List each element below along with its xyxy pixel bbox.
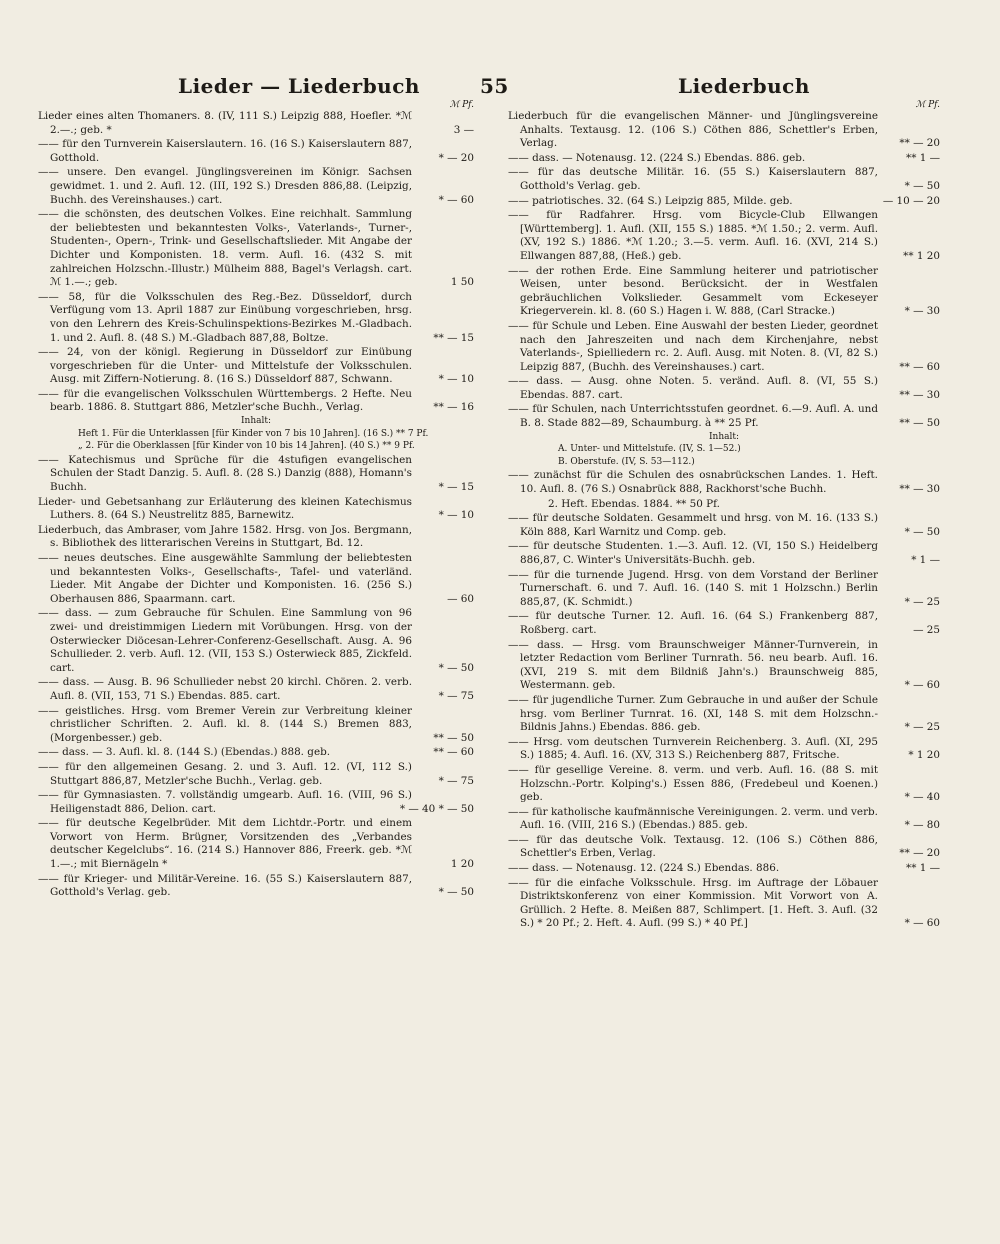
entry-text: —— für deutsche Kegelbrüder. Mit dem Lichtdr.-Portr. und einem Vorwort von Herm. Brügner, Vorsitzenden des „Verbandes deutscher Kegelclubs“. 16. (214 S.) Hannover 886, Freerk. geb. *ℳ 1.—.; mit Biernägeln *	[38, 817, 412, 871]
bibliography-entry	[38, 705, 474, 746]
inhalt-line: „ 2. Für die Oberklassen [für Kinder von 10 bis 14 Jahren]. (40 S.) ** 9 Pf.	[78, 441, 415, 452]
entry-price: ** — 15	[433, 331, 474, 344]
entry-text: —— für den allgemeinen Gesang. 2. und 3. Aufl. 12. (VI, 112 S.) Stuttgart 886,87, Metzler'sche Buchh., Verlag. geb.	[38, 760, 412, 787]
entry-text: —— für das deutsche Militär. 16. (55 S.) Kaiserslautern 887, Gotthold's Verlag. geb.	[508, 166, 878, 192]
entry-text: —— für Schulen, nach Unterrichtsstufen geordnet. 6.—9. Aufl. A. und B. 8. Stade 882—89, Schaumburg. à ** 25 Pf.	[508, 403, 878, 430]
entry-text: —— Katechismus und Sprüche für die 4stufigen evangelischen Schulen der Stadt Danzig. 5. Aufl. 8. (28 S.) Danzig (888), Homann's Buchh.	[38, 453, 412, 494]
entry-text: —— für Krieger- und Militär-Vereine. 16. (55 S.) Kaiserslautern 887, Gotthold's Verlag. geb.	[38, 872, 412, 899]
entry-text: Liederbuch, das Ambraser, vom Jahre 1582. Hrsg. von Jos. Bergmann, s. Bibliothek des litterarischen Vereins in Stuttgart, Bd. 12.	[38, 523, 412, 550]
entry-price: * — 75	[438, 774, 474, 787]
bibliography-entry	[508, 265, 940, 319]
entry-text: —— für Radfahrer. Hrsg. vom Bicycle-Club Ellwangen [Württemberg]. 1. Aufl. (XII, 155 S.) 1885. *ℳ 1.50.; 2. verm. Aufl. (XV, 192 S.) 1886. *ℳ 1.20.; 3.—5. verm. Aufl. 16. (XVI, 214 S.) Ellwangen 887,88, (Heß.) geb.	[508, 209, 878, 262]
entry-text: —— unsere. Den evangel. Jünglingsvereinen im Königr. Sachsen gewidmet. 1. und 2. Aufl. 12. (III, 192 S.) Dresden 886,88. (Leipzig, Buchh. des Vereinshauses.) cart.	[38, 166, 412, 206]
bibliography-entry	[38, 761, 474, 788]
entry-price: * — 10	[438, 509, 474, 522]
bibliography-entry	[38, 676, 474, 703]
entry-price: — 10 — 20	[882, 194, 940, 207]
bibliography-entry	[38, 388, 474, 415]
entry-price: * — 15	[438, 481, 474, 494]
bibliography-entry	[508, 498, 940, 512]
entry-text: —— dass. — zum Gebrauche für Schulen. Eine Sammlung von 96 zwei- und dreistimmigen Liedern mit Vorübungen. Hrsg. von der Osterwiecker Diöcesan-Lehrer-Conferenz-Gesellschaft. Ausg. A. 96 Schullieder. 2. verb. Aufl. 12. (VII, 153 S.) Osterwieck 885, Zickfeld. cart.	[38, 607, 412, 674]
entry-price: * — 50	[438, 661, 474, 674]
right-column	[508, 100, 940, 932]
entry-text: —— für Gymnasiasten. 7. vollständig umgearb. Aufl. 16. (VIII, 96 S.) Heiligenstadt 886, Delion. cart.	[38, 789, 412, 815]
bibliography-entry	[38, 524, 474, 551]
entry-price: 3 —	[453, 123, 474, 136]
bibliography-entry	[38, 746, 474, 760]
entry-text: —— dass. — Notenausg. 12. (224 S.) Ebendas. 886. geb.	[508, 151, 806, 164]
page-number: 55	[480, 74, 509, 98]
bibliography-entry	[38, 607, 474, 675]
entry-text: —— für deutsche Soldaten. Gesammelt und hrsg. von M. 16. (133 S.) Köln 888, Karl Warnitz und Comp. geb.	[508, 512, 878, 538]
entry-text: —— dass. — Ausg. ohne Noten. 5. veränd. Aufl. 8. (VI, 55 S.) Ebendas. 887. cart.	[508, 375, 878, 401]
bibliography-entry	[508, 736, 940, 763]
bibliography-entry	[38, 817, 474, 871]
inhalt-label: Inhalt:	[708, 431, 740, 442]
entry-price: ** — 20	[899, 847, 940, 860]
bibliography-entry	[508, 152, 940, 166]
entry-price: * — 25	[904, 721, 940, 734]
entry-text: —— für deutsche Studenten. 1.—3. Aufl. 12. (VI, 150 S.) Heidelberg 886,87, C. Winter's Universitäts-Buchh. geb.	[508, 540, 878, 566]
entry-price: ** — 30	[899, 483, 940, 496]
bibliography-entry	[508, 834, 940, 861]
entry-text: —— für jugendliche Turner. Zum Gebrauche in und außer der Schule hrsg. vom Berliner Turnrat. 16. (XI, 148 S. mit dem Holzschn.-Bildnis Jahns.) Ebendas. 886. geb.	[508, 693, 878, 734]
entry-price: * — 30	[904, 305, 940, 318]
entry-text: —— für den Turnverein Kaiserslautern. 16. (16 S.) Kaiserslautern 887, Gotthold.	[38, 138, 412, 164]
entry-text: —— für die evangelischen Volksschulen Württembergs. 2 Hefte. Neu bearb. 1886. 8. Stuttgart 886, Metzler'sche Buchh., Verlag.	[38, 387, 412, 414]
bibliography-entry	[508, 639, 940, 693]
entry-text: —— neues deutsches. Eine ausgewählte Sammlung der beliebtesten und bekanntesten Volks-, Gesellschafts-, Tafel- und vaterländ. Lieder. Mit Angabe der Dichter und Komponisten. 16. (256 S.) Oberhausen 886, Spaarmann. cart.	[38, 552, 412, 605]
entry-text: 2. Heft. Ebendas. 1884. ** 50 Pf.	[548, 497, 720, 510]
entry-text: —— die schönsten, des deutschen Volkes. Eine reichhalt. Sammlung der beliebtesten und bekanntesten Volks-, Vaterlands-, Turner-, Studenten-, Opern-, Trink- und Gesellschaftslieder. Mit Angabe der Dichter und Komponisten. 18. verm. Aufl. 16. (432 S. mit zahlreichen Holzschn.-Illustr.) Mülheim 888, Bagel's Verlagsh. cart. ℳ 1.—.; geb.	[38, 208, 412, 289]
bibliography-entry	[38, 496, 474, 523]
bibliography-entry	[508, 569, 940, 610]
bibliography-entry	[38, 346, 474, 387]
bibliography-entry	[38, 166, 474, 207]
entry-price: ** 1 —	[906, 862, 940, 875]
entry-text: —— dass. — Hrsg. vom Braunschweiger Männer-Turnverein, in letzter Redaction vom Berliner Turnrath. 56. neu bearb. Aufl. 16. (XVI, 219 S. mit dem Bildniß Jahn's.) Braunschweig 885, Westermann. geb.	[508, 638, 878, 692]
entry-price: — 25	[913, 623, 940, 636]
entry-price: 1 50	[450, 276, 474, 289]
entry-price: * — 50	[438, 886, 474, 899]
entry-price: ** 1 —	[906, 151, 940, 164]
entry-price: * — 80	[904, 819, 940, 832]
bibliography-entry	[38, 138, 474, 165]
entry-text: —— der rothen Erde. Eine Sammlung heiterer und patriotischer Weisen, unter besond. Berücksicht. der in Westfalen gebräuchlichen Volkslieder. Gesammelt vom Eckeseyer Kriegerverein. kl. 8. (60 S.) Hagen i. W. 888, (Carl Stracke.)	[508, 264, 878, 318]
entry-price: * 1 —	[911, 554, 940, 566]
entry-price: ** — 60	[899, 360, 940, 373]
entry-price: * — 40	[904, 791, 940, 804]
bibliography-entry	[508, 610, 940, 637]
entry-text: —— für das deutsche Volk. Textausg. 12. (106 S.) Cöthen 886, Schettler's Erben, Verlag.	[508, 833, 878, 860]
entry-price: * 1 20	[908, 749, 940, 762]
bibliography-entry	[508, 806, 940, 833]
bibliography-entry	[508, 694, 940, 735]
entry-price: — 60	[447, 592, 474, 605]
bibliography-entry	[38, 873, 474, 900]
entry-text: Lieder eines alten Thomaners. 8. (IV, 111 S.) Leipzig 888, Hoefler. *ℳ 2.—.; geb. *	[38, 110, 412, 136]
bibliography-entry	[508, 512, 940, 539]
bibliography-entry	[508, 540, 940, 567]
right-entries-block-2	[508, 469, 940, 931]
inhalt-line: Heft 1. Für die Unterklassen [für Kinder von 7 bis 10 Jahren]. (16 S.) ** 7 Pf.	[78, 428, 429, 439]
bibliography-entry	[38, 291, 474, 345]
entry-text: —— dass. — Notenausg. 12. (224 S.) Ebendas. 886.	[508, 862, 780, 875]
bibliography-entry	[38, 208, 474, 290]
entry-price: * — 10	[438, 373, 474, 386]
left-entries-block-1	[38, 110, 474, 415]
bibliography-entry	[508, 469, 940, 496]
entry-price: * — 50	[904, 525, 940, 538]
entry-price: ** — 16	[433, 401, 474, 414]
running-header-right: Liederbuch	[678, 74, 810, 98]
inhalt-line: B. Oberstufe. (IV, S. 53—112.)	[558, 456, 695, 467]
entry-text: Lieder- und Gebetsanhang zur Erläuterung des kleinen Katechismus Luthers. 8. (64 S.) Neustrelitz 885, Barnewitz.	[38, 495, 412, 522]
entry-text: —— geistliches. Hrsg. vom Bremer Verein zur Verbreitung kleiner christlicher Schriften. 2. Aufl. kl. 8. (144 S.) Bremen 883, (Morgenbesser.) geb.	[38, 704, 412, 744]
entry-text: —— 24, von der königl. Regierung in Düsseldorf zur Einübung vorgeschrieben für die Unter- und Mittelstufe der Volksschulen. Ausg. mit Ziffern-Notierung. 8. (16 S.) Düsseldorf 887, Schwann.	[38, 346, 412, 386]
entry-text: —— dass. — Ausg. B. 96 Schullieder nebst 20 kirchl. Chören. 2. verb. Aufl. 8. (VII, 153, 71 S.) Ebendas. 885. cart.	[38, 676, 412, 702]
entry-text: —— für deutsche Turner. 12. Aufl. 16. (64 S.) Frankenberg 887, Roßberg. cart.	[508, 610, 878, 636]
entry-text: —— für Schule und Leben. Eine Auswahl der besten Lieder, geordnet nach den Jahreszeiten und nach dem Kirchenjahre, nebst Vaterlands-, Spielliedern rc. 2. Aufl. Ausg. mit Noten. 8. (VI, 82 S.) Leipzig 887, (Buchh. des Vereinshauses.) cart.	[508, 319, 878, 373]
bibliography-entry	[508, 110, 940, 151]
entry-text: —— dass. — 3. Aufl. kl. 8. (144 S.) (Ebendas.) 888. geb.	[38, 746, 331, 759]
entry-text: —— zunächst für die Schulen des osnabrückschen Landes. 1. Heft. 10. Aufl. 8. (76 S.) Osnabrück 888, Rackhorst'sche Buchh.	[508, 469, 878, 496]
entry-text: —— 58, für die Volksschulen des Reg.-Bez. Düsseldorf, durch Verfügung vom 13. April 1887 zur Einübung vorgeschrieben, hrsg. von den Lehrern des Kreis-Schulinspektions-Bezirkes M.-Gladbach. 1. und 2. Aufl. 8. (48 S.) M.-Gladbach 887,88, Boltze.	[38, 290, 412, 344]
bibliography-entry	[508, 877, 940, 931]
running-header-left: Lieder — Liederbuch	[178, 74, 420, 98]
entry-text: —— für gesellige Vereine. 8. verm. und verb. Aufl. 16. (88 S. mit Holzschn.-Portr. Kolping's.) Essen 886, (Fredebeul und Koenen.) geb.	[508, 763, 878, 804]
right-entries-block-1	[508, 110, 940, 431]
entry-text: —— für katholische kaufmännische Vereinigungen. 2. verm. und verb. Aufl. 16. (VIII, 216 S.) (Ebendas.) 885. geb.	[508, 805, 878, 832]
bibliography-entry	[38, 552, 474, 606]
entry-price: ** — 50	[433, 731, 474, 744]
entry-price: ** — 30	[899, 388, 940, 401]
entry-text: —— patriotisches. 32. (64 S.) Leipzig 885, Milde. geb.	[508, 194, 793, 207]
bibliography-entry	[508, 320, 940, 374]
bibliography-entry	[508, 862, 940, 876]
entry-price: * — 25	[904, 595, 940, 608]
bibliography-entry	[508, 166, 940, 193]
entry-price: * — 75	[438, 689, 474, 702]
entry-price: * — 20	[438, 151, 474, 164]
price-column-mark: ℳ Pf.	[915, 100, 940, 110]
entry-price: * — 60	[438, 193, 474, 206]
left-column	[38, 100, 474, 901]
entry-price: * — 50	[904, 179, 940, 192]
entry-price: ** — 60	[433, 746, 474, 759]
bibliography-entry	[508, 209, 940, 263]
bibliography-entry	[508, 403, 940, 430]
bibliography-entry	[38, 454, 474, 495]
entry-price: 1 20	[450, 858, 474, 871]
bibliography-entry	[38, 789, 474, 816]
entry-price: * — 60	[904, 679, 940, 692]
entry-text: Liederbuch für die evangelischen Männer- und Jünglingsvereine Anhalts. Textausg. 12. (106 S.) Cöthen 886, Schettler's Erben, Verlag.	[508, 110, 878, 150]
inhalt-label: Inhalt:	[240, 416, 272, 427]
bibliography-entry	[508, 764, 940, 805]
entry-text: —— Hrsg. vom deutschen Turnverein Reichenberg. 3. Aufl. (XI, 295 S.) 1885; 4. Aufl. 16. (XV, 313 S.) Reichenberg 887, Fritsche.	[508, 735, 878, 762]
bibliography-entry	[38, 110, 474, 137]
price-column-mark: ℳ Pf.	[449, 100, 474, 110]
bibliography-entry	[508, 195, 940, 209]
entry-price: ** 1 20	[903, 249, 940, 262]
entry-text: —— für die einfache Volksschule. Hrsg. im Auftrage der Löbauer Distriktskonferenz von einer Kommission. Mit Vorwort von A. Grüllich. 2 Hefte. 8. Meißen 887, Schlimpert. [1. Heft. 3. Aufl. (32 S.) * 20 Pf.; 2. Heft. 4. Aufl. (99 S.) * 40 Pf.]	[508, 876, 878, 930]
entry-text: —— für die turnende Jugend. Hrsg. von dem Vorstand der Berliner Turnerschaft. 6. und 7. Aufl. 16. (140 S. mit 1 Holzschn.) Berlin 885,87, (K. Schmidt.)	[508, 568, 878, 608]
entry-price: ** — 20	[899, 137, 940, 150]
inhalt-line: A. Unter- und Mittelstufe. (IV, S. 1—52.)	[558, 444, 741, 455]
entry-price: * — 60	[904, 917, 940, 930]
left-entries-block-2	[38, 454, 474, 900]
bibliography-entry	[508, 375, 940, 402]
entry-price: ** — 50	[899, 417, 940, 430]
entry-price: * — 40 * — 50	[399, 802, 474, 815]
